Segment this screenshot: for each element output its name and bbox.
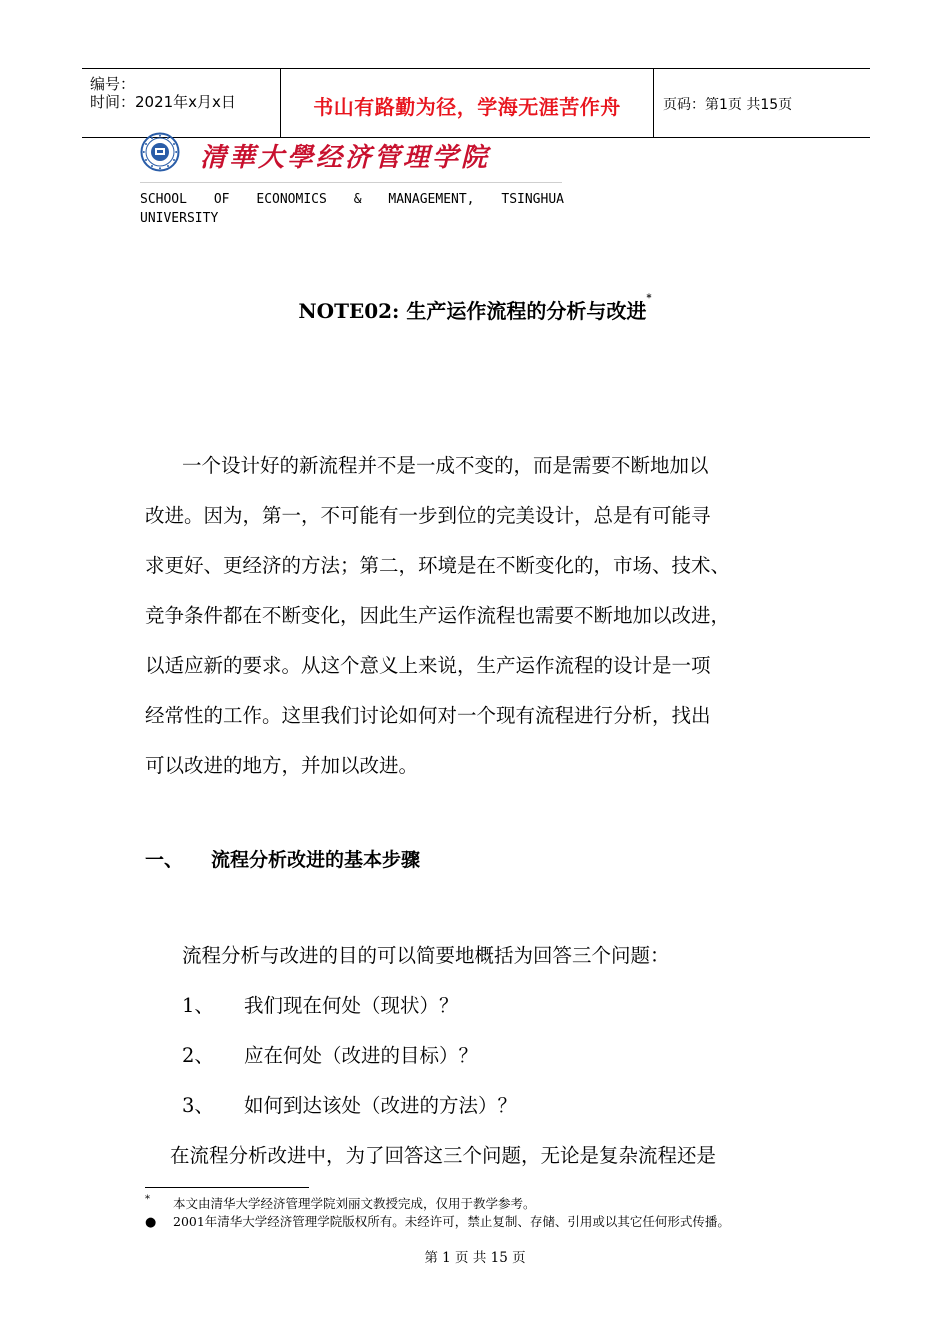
school-en-word: & [353, 192, 362, 207]
question-text: 应在何处（改进的目标）？ [244, 1044, 479, 1067]
date-line: 时间：2021年x月x日 [90, 93, 236, 111]
paragraph-line: 改进。因为，第一，不可能有一步到位的完美设计，总是有可能寻 [145, 504, 711, 527]
school-en-word: TSINGHUA [501, 192, 564, 207]
footnote [145, 1194, 536, 1212]
logo-divider [140, 182, 562, 183]
school-en-word: OF [213, 192, 230, 207]
intro-paragraph [145, 441, 835, 791]
question-item [182, 990, 459, 1018]
paragraph-line: 可以改进的地方，并加以改进。 [145, 754, 419, 777]
section-heading [145, 845, 420, 872]
doc-number-label: 编号： [90, 75, 136, 93]
footnote [145, 1212, 730, 1230]
tsinghua-emblem-icon [140, 132, 180, 172]
school-en-word: SCHOOL [140, 192, 187, 207]
title-footnote-marker: * [646, 293, 652, 304]
continuation-line: 在流程分析改进中，为了回答这三个问题，无论是复杂流程还是 [170, 1144, 717, 1167]
school-en-word: MANAGEMENT, [388, 192, 475, 207]
title-text: NOTE02: 生产运作流程的分析与改进 [298, 299, 647, 323]
header-left-cell [82, 69, 280, 137]
motto: 书山有路勤为径，学海无涯苦作舟 [313, 95, 621, 119]
paragraph-line: 以适应新的要求。从这个意义上来说，生产运作流程的设计是一项 [145, 654, 711, 677]
school-en-word: ECONOMICS [256, 192, 327, 207]
school-name-en [140, 190, 564, 228]
document-title [0, 295, 950, 324]
question-item [182, 1040, 478, 1068]
footnote-text: 本文由清华大学经济管理学院刘丽文教授完成，仅用于教学参考。 [173, 1196, 536, 1211]
page-header [82, 68, 870, 138]
school-name-en-line1 [140, 190, 564, 209]
header-right-cell [653, 69, 870, 137]
question-number: 2、 [182, 1044, 214, 1067]
question-text: 如何到达该处（改进的方法）？ [244, 1094, 518, 1117]
question-item [182, 1090, 517, 1118]
section-number: 一、 [145, 849, 184, 871]
paragraph-line: 竞争条件都在不断变化，因此生产运作流程也需要不断地加以改进， [145, 604, 731, 627]
paragraph-line: 一个设计好的新流程并不是一成不变的，而是需要不断地加以 [182, 454, 709, 477]
question-text: 我们现在何处（现状）？ [244, 994, 459, 1017]
paragraph-line: 经常性的工作。这里我们讨论如何对一个现有流程进行分析，找出 [145, 704, 711, 727]
section-intro: 流程分析与改进的目的可以简要地概括为回答三个问题： [182, 944, 670, 967]
question-number: 1、 [182, 994, 214, 1017]
section-title: 流程分析改进的基本步骤 [211, 849, 421, 871]
question-number: 3、 [182, 1094, 214, 1117]
footnote-divider [145, 1187, 309, 1188]
footnote-text: 2001年清华大学经济管理学院版权所有。未经许可，禁止复制、存储、引用或以其它任何形式传播。 [173, 1214, 730, 1229]
page-footer: 第 1 页 共 15 页 [424, 1250, 526, 1266]
school-name-cn: 清華大學经济管理学院 [200, 143, 491, 173]
page-info: 页码：第1页 共15页 [663, 97, 793, 113]
school-name-en-line2: UNIVERSITY [140, 211, 219, 226]
paragraph-line: 求更好、更经济的方法；第二，环境是在不断变化的，市场、技术、 [145, 554, 731, 577]
header-middle-cell [280, 69, 654, 137]
footnote-marker: * [145, 1194, 150, 1205]
bullet-icon: ● [145, 1215, 157, 1230]
